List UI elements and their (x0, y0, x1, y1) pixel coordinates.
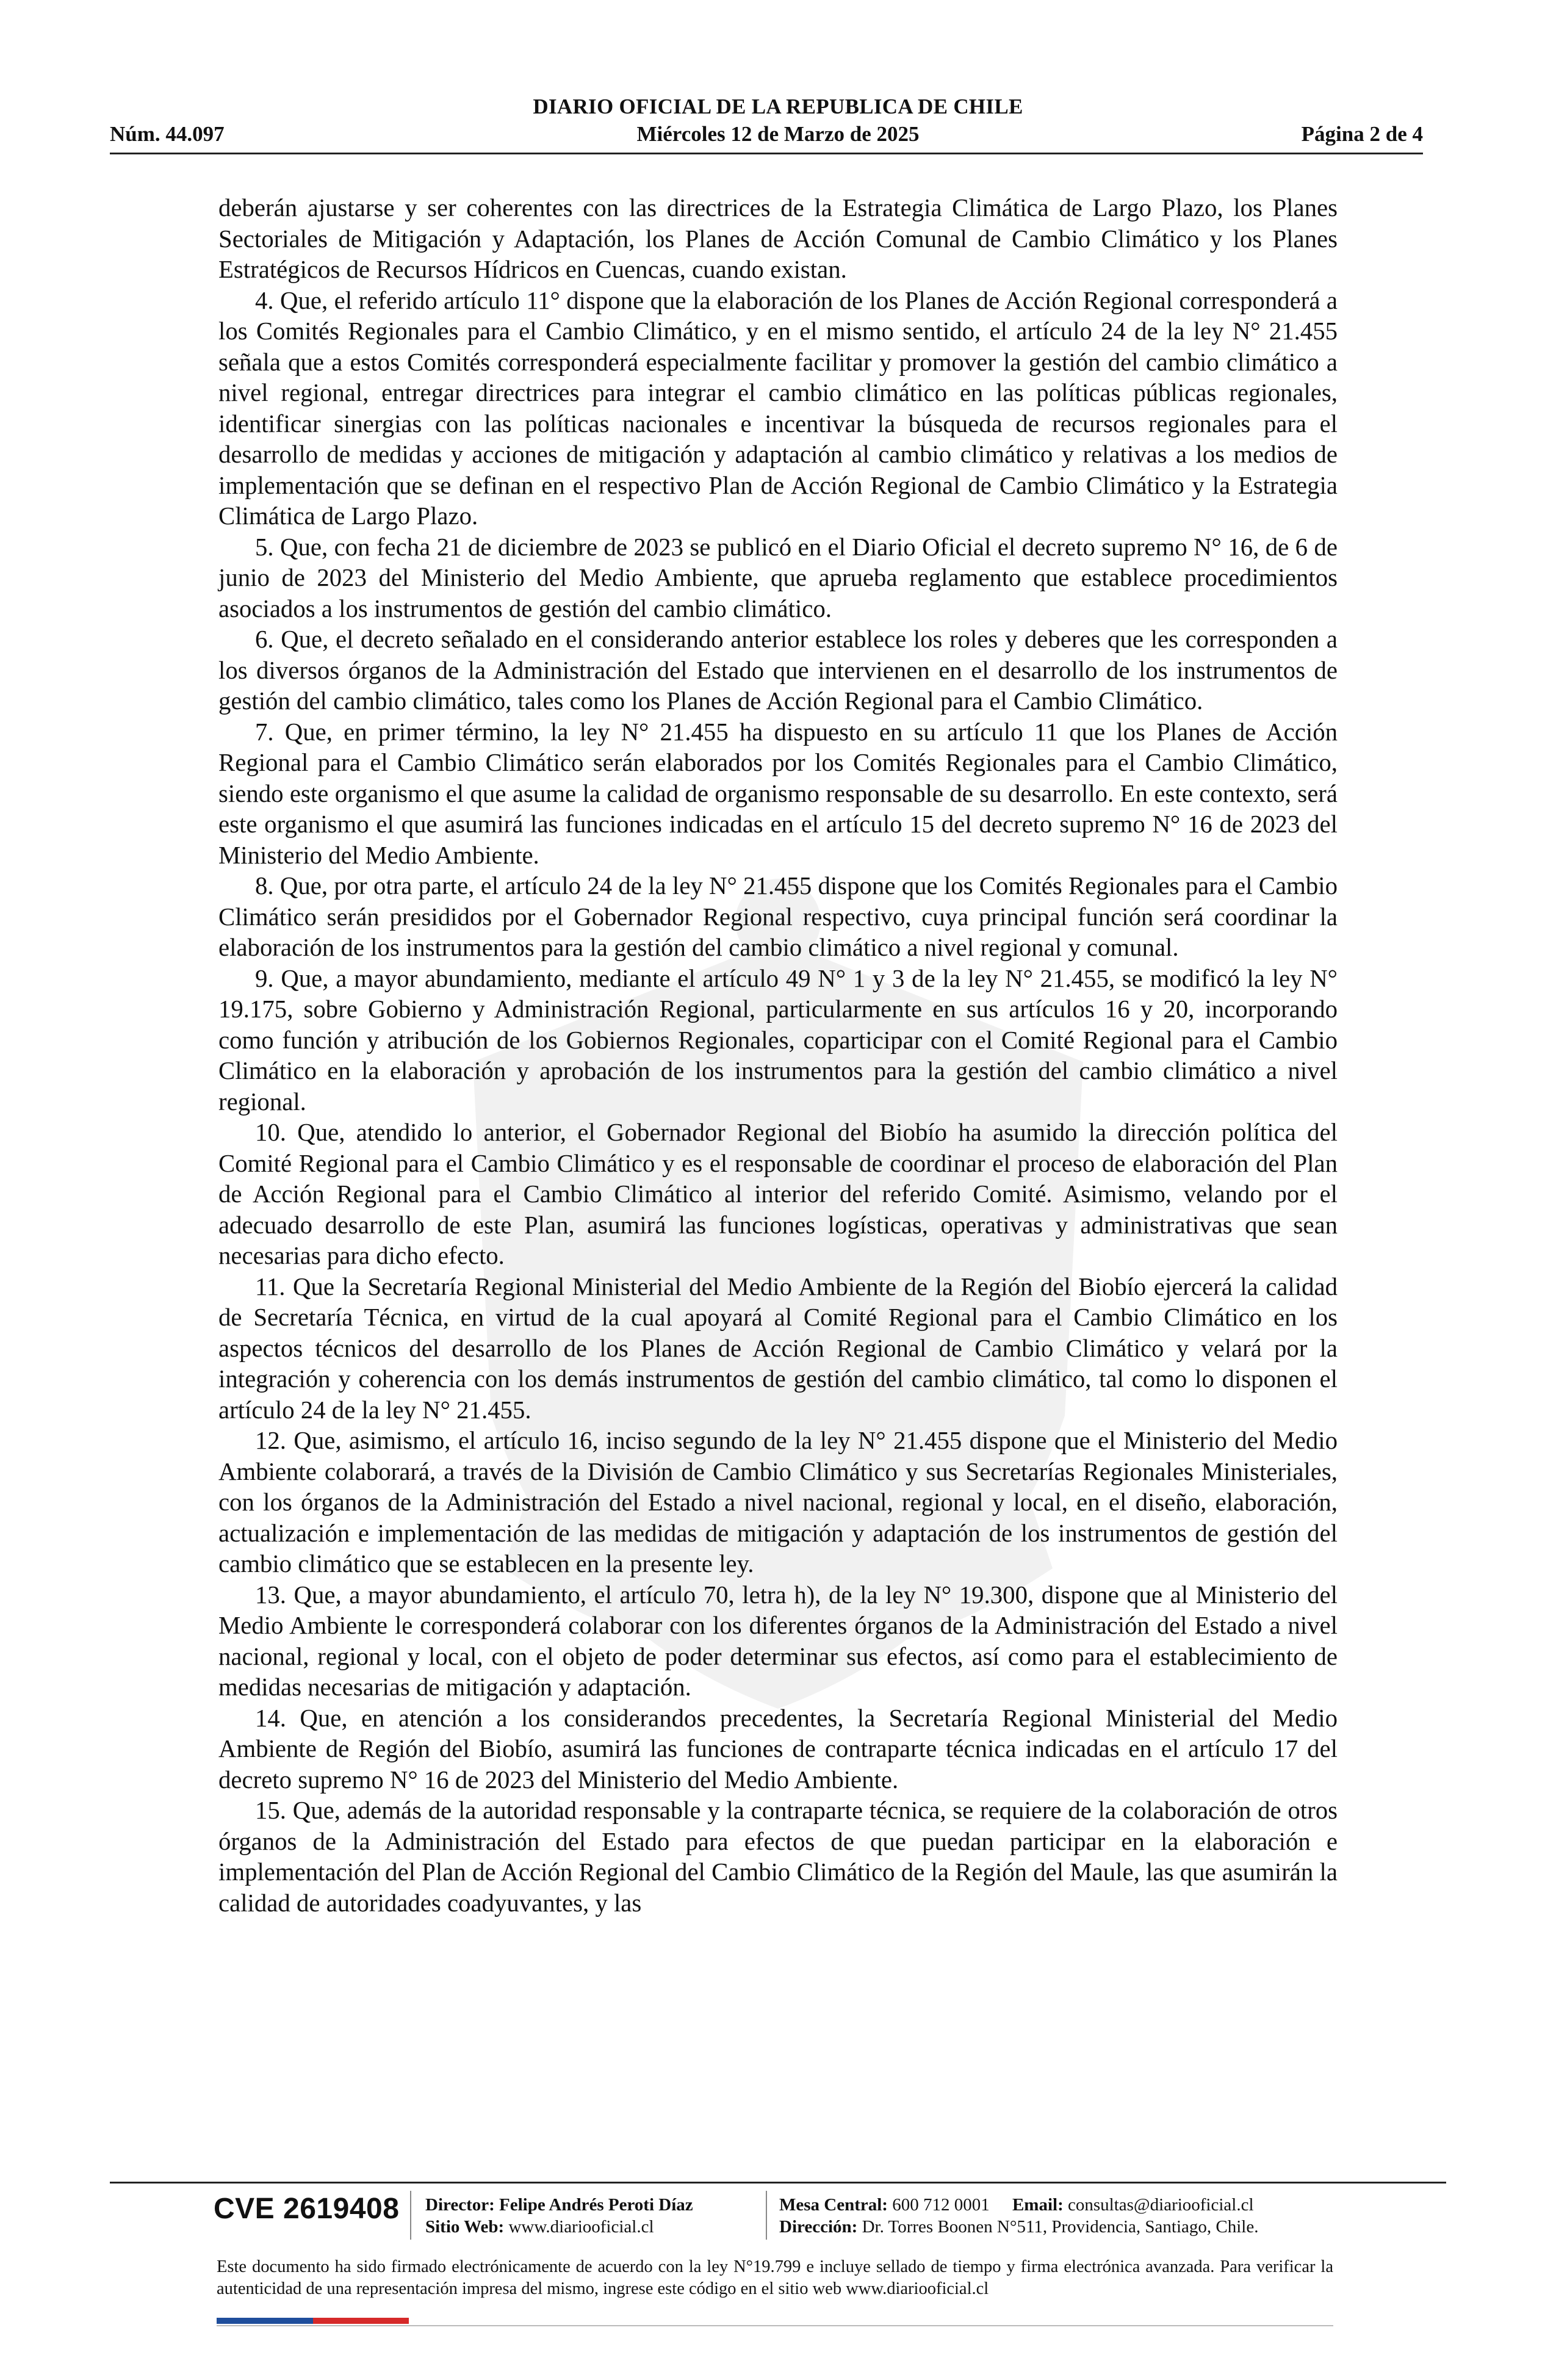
phone-number: 600 712 0001 (892, 2195, 990, 2215)
email-link[interactable]: consultas@diariooficial.cl (1068, 2195, 1254, 2215)
flag-stripe-blue (217, 2318, 313, 2324)
considerando-7: 7. Que, en primer término, la ley N° 21.455 ha dispuesto en su artículo 11 que los Planes de Acción Regional para el Cambio Climático serán elaborados por los Comités Regionales para el Cambio Climático, siendo este organismo el que asume la calidad de organismo responsable de su desarrollo. En este contexto, será este organismo el que asumirá las funciones indicadas en el artículo 15 del decreto supremo N° 16 de 2023 del Ministerio del Medio Ambiente. (218, 718, 1338, 869)
footer-divider (110, 2182, 1446, 2183)
contact-line (779, 2195, 1254, 2215)
gazette-title: DIARIO OFICIAL DE LA REPUBLICA DE CHILE (533, 95, 1023, 118)
phone-label: Mesa Central: (779, 2195, 888, 2215)
director-line (425, 2195, 693, 2215)
signature-disclaimer: Este documento ha sido firmado electrónicamente de acuerdo con la ley N°19.799 e incluye sellado de tiempo y firma electrónica avanzada. Para verificar la autenticidad de una representación impresa del mismo, ingrese este código en el sitio web www.diariooficial.cl (217, 2257, 1333, 2298)
considerando-5: 5. Que, con fecha 21 de diciembre de 2023 se publicó en el Diario Oficial el decreto supremo N° 16, de 6 de junio de 2023 del Ministerio del Medio Ambiente, que aprueba reglamento que establece procedimientos asociados a los instrumentos de gestión del cambio climático. (218, 533, 1338, 622)
cve-code: CVE 2619408 (214, 2193, 400, 2225)
website-link[interactable]: www.diariooficial.cl (508, 2217, 654, 2237)
considerando-10: 10. Que, atendido lo anterior, el Gobernador Regional del Biobío ha asumido la dirección política del Comité Regional para el Cambio Climático y es el responsable de coordinar el proceso de elaboración del Plan de Acción Regional para el Cambio Climático al interior del referido Comité. Asimismo, velando por el adecuado desarrollo de este Plan, asumirá las funciones logísticas, operativas y administrativas que sean necesarias para dicho efecto. (218, 1119, 1338, 1269)
footer-bottom-rule (217, 2325, 1333, 2326)
address-line (779, 2217, 1258, 2237)
flag-stripe-red (313, 2318, 409, 2324)
considerando-14: 14. Que, en atención a los considerandos precedentes, la Secretaría Regional Ministerial del Medio Ambiente de Región del Biobío, asumirá las funciones de contraparte técnica indicadas en el artículo 17 del decreto supremo N° 16 de 2023 del Ministerio del Medio Ambiente. (218, 1704, 1338, 1794)
director-name: Felipe Andrés Peroti Díaz (499, 2195, 693, 2215)
director-label: Director: (425, 2195, 495, 2215)
considerando-12: 12. Que, asimismo, el artículo 16, inciso segundo de la ley N° 21.455 dispone que el Ministerio del Medio Ambiente colaborará, a través de la División de Cambio Climático y sus Secretarías Regionales Ministeriales, con los órganos de la Administración del Estado a nivel nacional, regional y local, en el diseño, elaboración, actualización e implementación de las medidas de mitigación y adaptación de los instrumentos de gestión del cambio climático que se establecen en la presente ley. (218, 1427, 1338, 1578)
address-label: Dirección: (779, 2217, 858, 2237)
footer-separator (410, 2191, 411, 2240)
considerando-13: 13. Que, a mayor abundamiento, el artículo 70, letra h), de la ley N° 19.300, dispone que al Ministerio del Medio Ambiente le corresponderá colaborar con los diferentes órganos de la Administración del Estado a nivel nacional, regional y local, con el objeto de poder determinar sus efectos, así como para el establecimiento de medidas necesarias de mitigación y adaptación. (218, 1581, 1338, 1701)
website-line (425, 2217, 654, 2237)
considerando-6: 6. Que, el decreto señalado en el considerando anterior establece los roles y deberes que les corresponden a los diversos órganos de la Administración del Estado que intervienen en el desarrollo de los instrumentos de gestión del cambio climático, tales como los Planes de Acción Regional para el Cambio Climático. (218, 626, 1338, 715)
footer-separator (766, 2191, 767, 2240)
page-indicator: Página 2 de 4 (1301, 122, 1423, 146)
publication-date: Miércoles 12 de Marzo de 2025 (636, 122, 920, 146)
address-value: Dr. Torres Boonen N°511, Providencia, Santiago, Chile. (862, 2217, 1259, 2237)
email-label: Email: (1012, 2195, 1064, 2215)
issue-number: Núm. 44.097 (110, 122, 225, 146)
considerando-9: 9. Que, a mayor abundamiento, mediante el artículo 49 N° 1 y 3 de la ley N° 21.455, se modificó la ley N° 19.175, sobre Gobierno y Administración Regional, particularmente en sus artículos 16 y 20, incorporando como función y atribución de los Gobiernos Regionales, coparticipar con el Comité Regional para el Cambio Climático en la elaboración y aprobación de los instrumentos para la gestión del cambio climático a nivel regional. (218, 964, 1338, 1116)
header-divider (110, 153, 1423, 154)
considerando-15: 15. Que, además de la autoridad responsable y la contraparte técnica, se requiere de la colaboración de otros órganos de la Administración del Estado para efectos de que puedan participar en la elaboración e implementación del Plan de Acción Regional del Cambio Climático de la Región del Maule, las que asumirán la calidad de autoridades coadyuvantes, y las (218, 1797, 1338, 1917)
considerando-4: 4. Que, el referido artículo 11° dispone que la elaboración de los Planes de Acción Regional corresponderá a los Comités Regionales para el Cambio Climático, y en el mismo sentido, el artículo 24 de la ley N° 21.455 señala que a estos Comités corresponderá especialmente facilitar y promover la gestión del cambio climático a nivel regional, entregar directrices para integrar el cambio climático en las políticas públicas regionales, identificar sinergias con las políticas nacionales e incentivar la búsqueda de recursos regionales para el desarrollo de medidas y acciones de mitigación y adaptación al cambio climático y relativas a los medios de implementación que se definan en el respectivo Plan de Acción Regional de Cambio Climático y la Estrategia Climática de Largo Plazo. (218, 286, 1338, 530)
considerando-11: 11. Que la Secretaría Regional Ministerial del Medio Ambiente de la Región del Biobío ejercerá la calidad de Secretaría Técnica, en virtud de la cual apoyará al Comité Regional para el Cambio Climático en los aspectos técnicos del desarrollo de los Planes de Acción Regional de Cambio Climático y velará por la integración y coherencia con los demás instrumentos de gestión del cambio climático, tal como lo disponen el artículo 24 de la ley N° 21.455. (218, 1272, 1338, 1424)
document-body (218, 193, 1338, 1919)
paragraph-continuation: deberán ajustarse y ser coherentes con las directrices de la Estrategia Climática de Largo Plazo, los Planes Sectoriales de Mitigación y Adaptación, los Planes de Acción Comunal de Cambio Climático y los Planes Estratégicos de Recursos Hídricos en Cuencas, cuando existan. (218, 194, 1338, 283)
considerando-8: 8. Que, por otra parte, el artículo 24 de la ley N° 21.455 dispone que los Comités Regionales para el Cambio Climático serán presididos por el Gobernador Regional respectivo, cuya principal función será coordinar la elaboración de los instrumentos para la gestión del cambio climático a nivel regional y comunal. (218, 872, 1338, 961)
website-label: Sitio Web: (425, 2217, 505, 2237)
